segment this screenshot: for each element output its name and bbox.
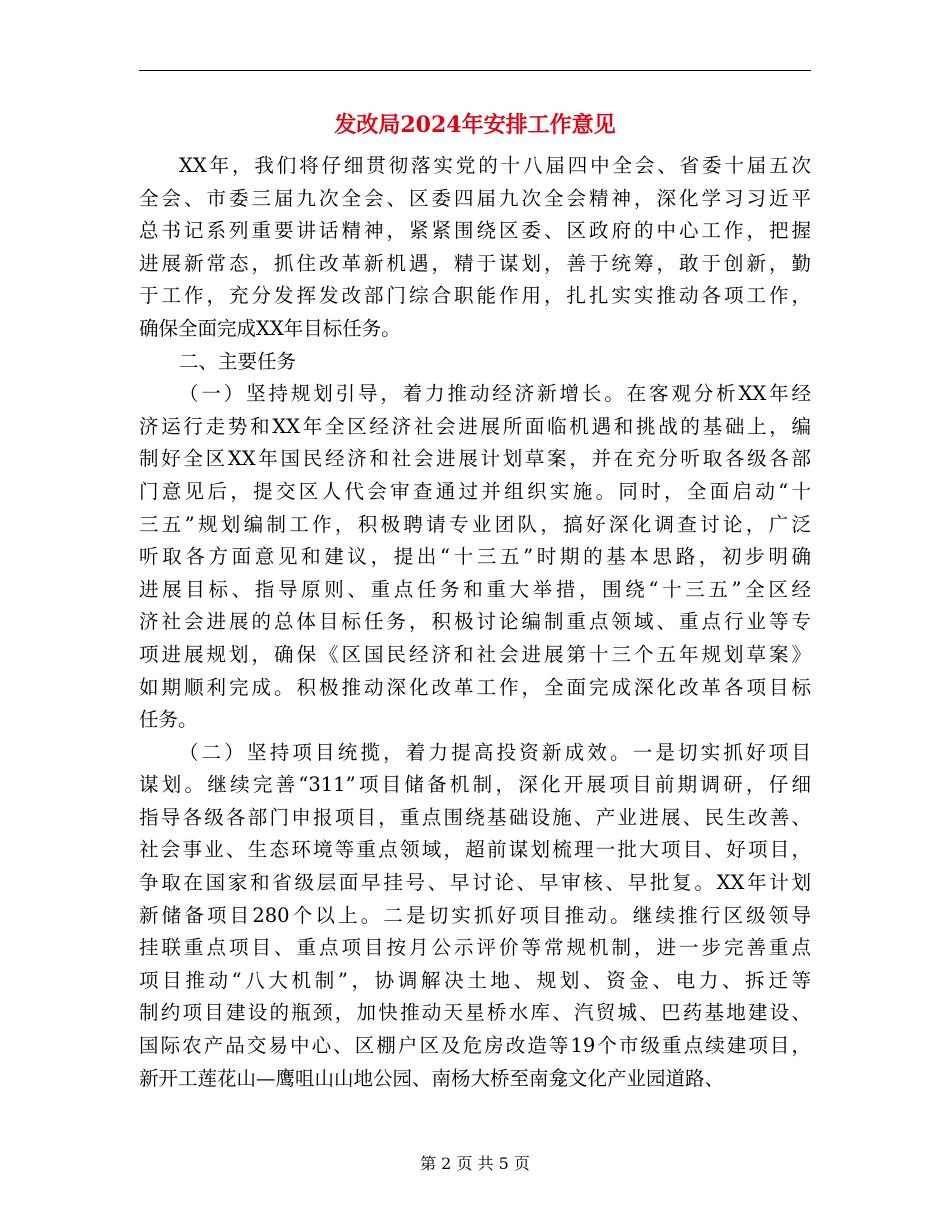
paragraph	[139, 378, 811, 737]
paragraph-line: 二、主要任务	[179, 349, 297, 373]
document-title: 发改局2024年安排工作意见	[334, 112, 616, 138]
paragraph-line: 项进展规划，确保《区国民经济和社会进展第十三个五年规划草案》	[139, 642, 811, 666]
paragraph-line: 挂联重点项目、重点项目按月公示评价等常规机制，进一步完善重点	[139, 936, 811, 960]
page-footer: 第 2 页 共 5 页	[420, 1154, 530, 1173]
paragraph	[139, 150, 811, 346]
paragraph-line: 济社会进展的总体目标任务，积极讨论编制重点领域、重点行业等专	[139, 610, 811, 634]
paragraph-line: （二）坚持项目统揽，着力提高投资新成效。一是切实抓好项目	[179, 740, 811, 764]
paragraph-line: 项目推动“八大机制”，协调解决土地、规划、资金、电力、拆迁等	[139, 968, 811, 992]
paragraph-line: 制约项目建设的瓶颈，加快推动天星桥水库、汽贸城、巴药基地建设、	[139, 1001, 811, 1025]
paragraph-line: 济运行走势和XX年全区经济社会进展所面临机遇和挑战的基础上，编	[139, 414, 811, 438]
paragraph-line: （一）坚持规划引导，着力推动经济新增长。在客观分析XX年经	[179, 382, 811, 406]
paragraph-line: 社会事业、生态环境等重点领域，超前谋划梳理一批大项目、好项目，	[139, 838, 811, 862]
paragraph-line: 如期顺利完成。积极推动深化改革工作，全面完成深化改革各项目标	[139, 675, 811, 699]
paragraph-line: 谋划。继续完善“311”项目储备机制，深化开展项目前期调研，仔细	[139, 773, 811, 797]
paragraph-line: 新储备项目280个以上。二是切实抓好项目推动。继续推行区级领导	[139, 903, 811, 927]
paragraph-line: 制好全区XX年国民经济和社会进展计划草案，并在充分听取各级各部	[139, 447, 811, 471]
paragraph-line: 新开工莲花山—鹰咀山山地公园、南杨大桥至南龛文化产业园道路、	[139, 1066, 725, 1090]
paragraph	[139, 737, 811, 1096]
paragraph	[139, 346, 811, 379]
paragraph-line: 指导各级各部门申报项目，重点围绕基础设施、产业进展、民生改善、	[139, 805, 811, 829]
paragraph-line: 于工作，充分发挥发改部门综合职能作用，扎扎实实推动各项工作，	[139, 284, 811, 308]
paragraph-line: 争取在国家和省级层面早挂号、早讨论、早审核、早批复。XX年计划	[139, 871, 811, 895]
paragraph-line: 全会、市委三届九次全会、区委四届九次全会精神，深化学习习近平	[139, 186, 811, 210]
paragraph-line: 三五”规划编制工作，积极聘请专业团队，搞好深化调查讨论，广泛	[139, 512, 811, 536]
header-rule	[139, 70, 811, 71]
paragraph-line: 听取各方面意见和建议，提出“十三五”时期的基本思路，初步明确	[139, 545, 811, 569]
paragraph-line: 门意见后，提交区人代会审查通过并组织实施。同时，全面启动“十	[139, 479, 811, 503]
paragraph-line: 总书记系列重要讲话精神，紧紧围绕区委、区政府的中心工作，把握	[139, 219, 811, 243]
paragraph-line: 任务。	[139, 708, 198, 732]
paragraph-line: 进展目标、指导原则、重点任务和重大举措，围绕“十三五”全区经	[139, 577, 811, 601]
paragraph-line: 进展新常态，抓住改革新机遇，精于谋划，善于统筹，敢于创新，勤	[139, 251, 811, 275]
paragraph-line: 国际农产品交易中心、区棚户区及危房改造等19个市级重点续建项目，	[139, 1034, 811, 1058]
paragraph-line: 确保全面完成XX年目标任务。	[139, 316, 401, 340]
paragraph-line: XX年，我们将仔细贯彻落实党的十八届四中全会、省委十届五次	[179, 154, 811, 177]
document-body	[139, 150, 811, 1095]
